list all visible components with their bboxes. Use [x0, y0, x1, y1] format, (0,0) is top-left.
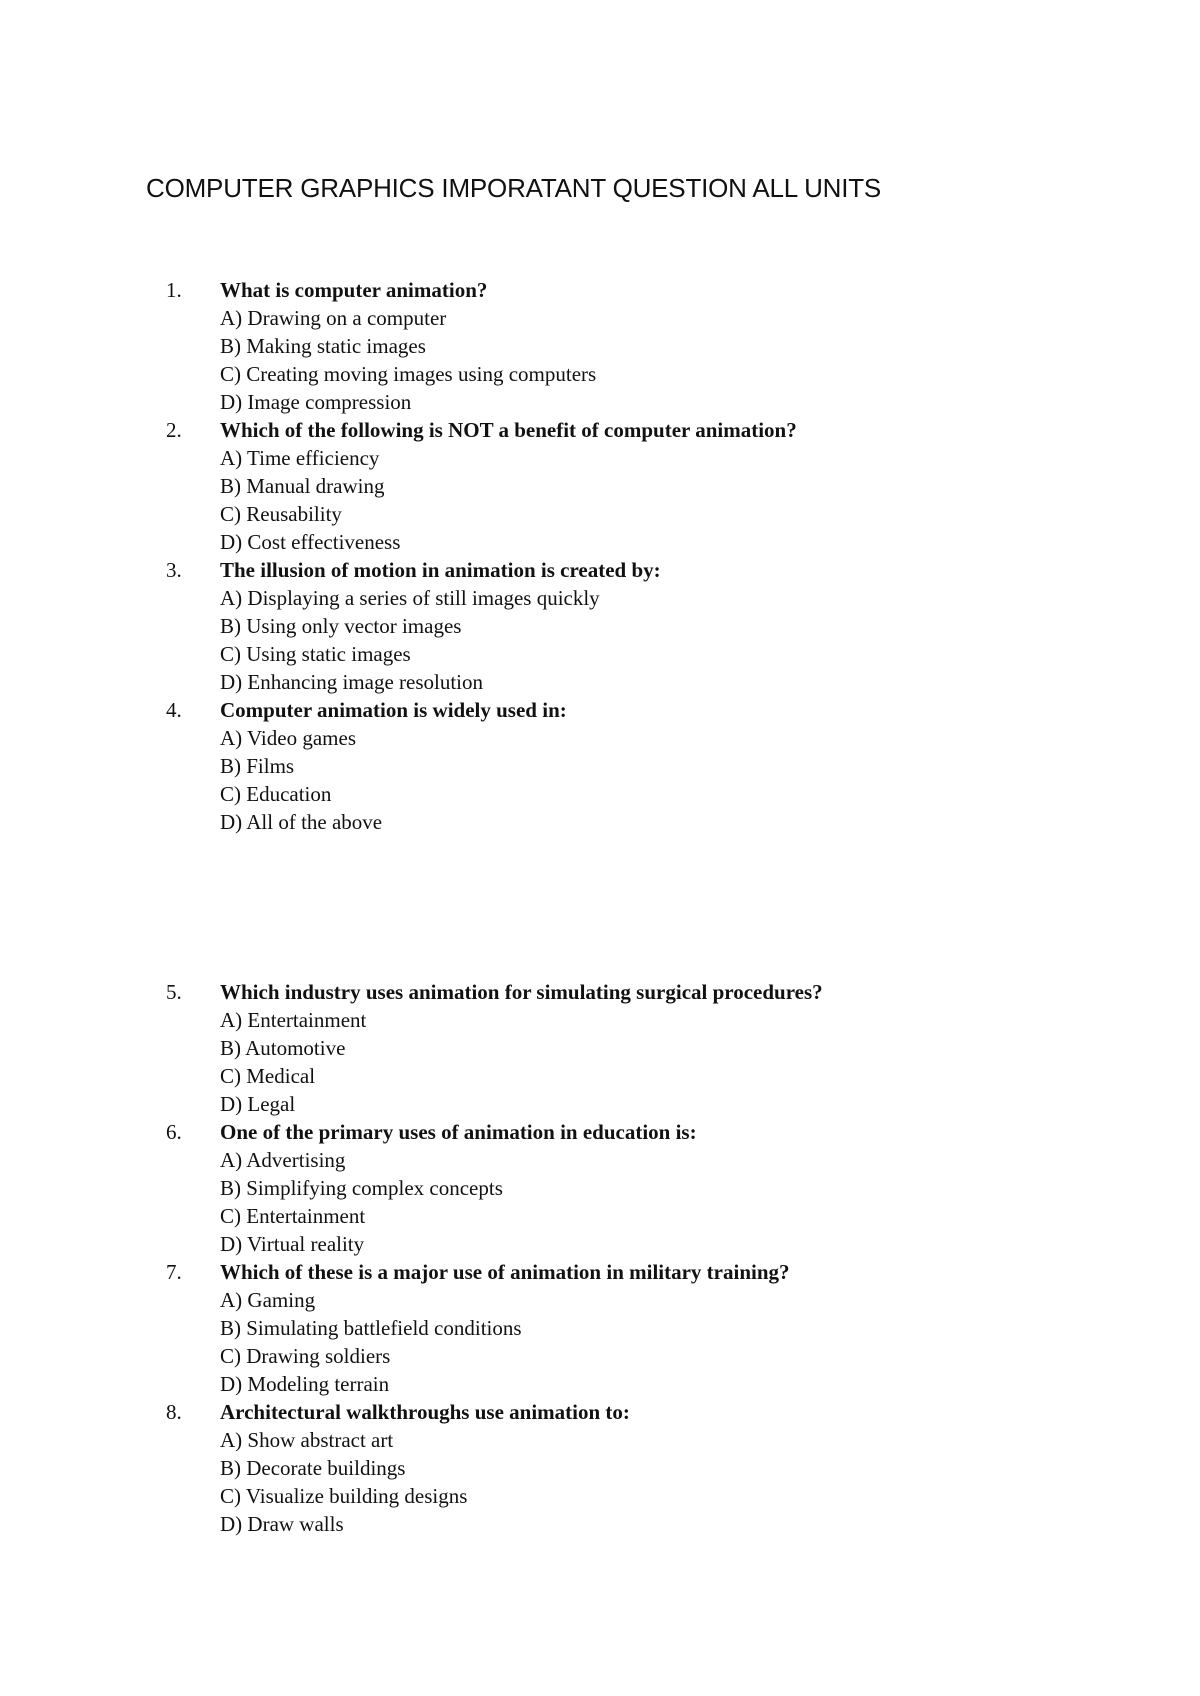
question-item [0, 1258, 1200, 1398]
question-list [0, 978, 1200, 1538]
option: A) Show abstract art [220, 1428, 394, 1452]
question-text: Architectural walkthroughs use animation to: [220, 1400, 630, 1424]
option: B) Manual drawing [220, 474, 385, 498]
option: D) Modeling terrain [220, 1372, 390, 1396]
option: B) Simulating battlefield conditions [220, 1316, 522, 1340]
option: A) Drawing on a computer [220, 306, 447, 330]
question-item [0, 1118, 1200, 1258]
option: B) Automotive [220, 1036, 346, 1060]
option: C) Creating moving images using computers [220, 362, 597, 386]
option: A) Displaying a series of still images quickly [220, 586, 600, 610]
option: D) Draw walls [220, 1512, 344, 1536]
page-title: COMPUTER GRAPHICS IMPORATANT QUESTION ALL UNITS [146, 173, 882, 203]
option: C) Reusability [220, 502, 342, 526]
question-item [0, 276, 1200, 416]
question-item [0, 416, 1200, 556]
option: C) Visualize building designs [220, 1484, 468, 1508]
question-text: Which of the following is NOT a benefit of computer animation? [220, 418, 797, 442]
question-number: 3. [166, 558, 182, 582]
option: D) Image compression [220, 390, 412, 414]
option: B) Using only vector images [220, 614, 462, 638]
option-list [0, 304, 1200, 416]
option: A) Advertising [220, 1148, 346, 1172]
option: C) Entertainment [220, 1204, 366, 1228]
question-number: 4. [166, 698, 182, 722]
option: D) Cost effectiveness [220, 530, 401, 554]
option-list [0, 1146, 1200, 1258]
option: B) Making static images [220, 334, 426, 358]
option: D) Enhancing image resolution [220, 670, 484, 694]
question-text: Which of these is a major use of animation in military training? [220, 1260, 790, 1284]
question-number: 1. [166, 278, 182, 302]
option: A) Video games [220, 726, 356, 750]
question-list [0, 276, 1200, 836]
question-text: Which industry uses animation for simulating surgical procedures? [220, 980, 823, 1004]
option: D) Virtual reality [220, 1232, 365, 1256]
option: D) Legal [220, 1092, 296, 1116]
option-list [0, 724, 1200, 836]
option: B) Films [220, 754, 295, 778]
question-item [0, 556, 1200, 696]
option-list [0, 1006, 1200, 1118]
option-list [0, 584, 1200, 696]
option: B) Decorate buildings [220, 1456, 406, 1480]
option-list [0, 1426, 1200, 1538]
option: A) Time efficiency [220, 446, 380, 470]
option: C) Drawing soldiers [220, 1344, 391, 1368]
option: B) Simplifying complex concepts [220, 1176, 503, 1200]
option: A) Entertainment [220, 1008, 367, 1032]
question-item [0, 1398, 1200, 1538]
option-list [0, 444, 1200, 556]
question-text: What is computer animation? [220, 278, 488, 302]
option: C) Medical [220, 1064, 316, 1088]
option: C) Education [220, 782, 332, 806]
question-number: 6. [166, 1120, 182, 1144]
option-list [0, 1286, 1200, 1398]
option: A) Gaming [220, 1288, 316, 1312]
question-number: 2. [166, 418, 182, 442]
question-text: The illusion of motion in animation is created by: [220, 558, 661, 582]
question-number: 5. [166, 980, 182, 1004]
question-item [0, 978, 1200, 1118]
question-text: One of the primary uses of animation in education is: [220, 1120, 697, 1144]
question-item [0, 696, 1200, 836]
question-text: Computer animation is widely used in: [220, 698, 567, 722]
question-number: 8. [166, 1400, 182, 1424]
option: D) All of the above [220, 810, 383, 834]
question-number: 7. [166, 1260, 182, 1284]
option: C) Using static images [220, 642, 411, 666]
